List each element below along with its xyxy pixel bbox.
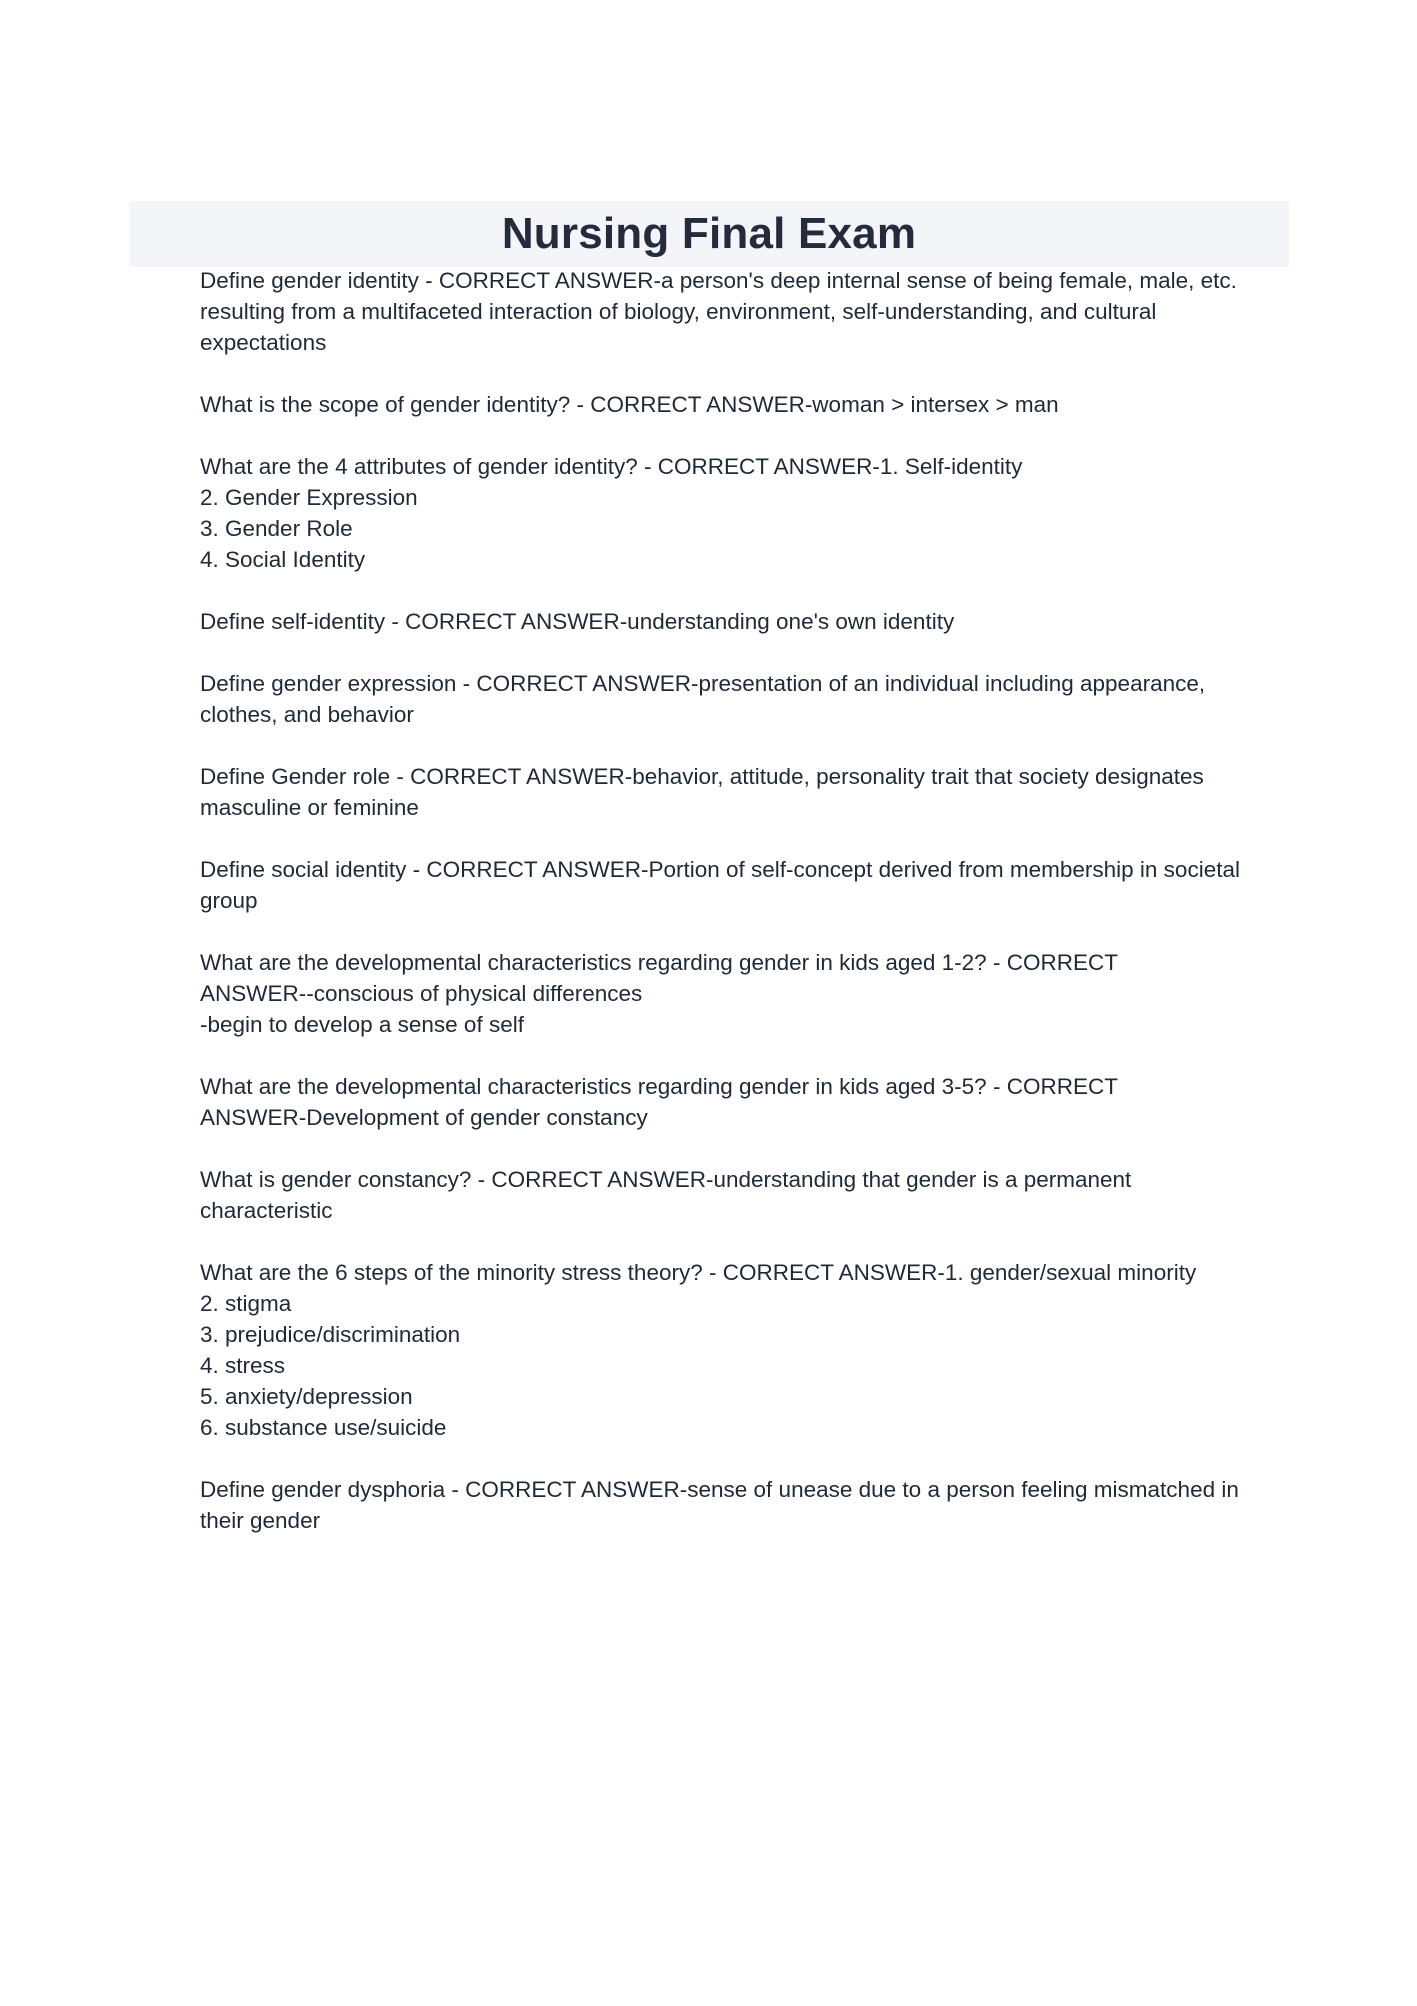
qa-line: Define gender expression - CORRECT ANSWER-presentation of an individual including appearance, <box>200 671 1206 696</box>
qa-line: 4. Social Identity <box>200 547 366 572</box>
qa-item-gender-expression <box>200 668 1300 730</box>
qa-item-gender-role <box>200 761 1300 823</box>
qa-line: Define gender identity - CORRECT ANSWER-a person's deep internal sense of being female, male, etc. <box>200 268 1237 293</box>
qa-line: Define Gender role - CORRECT ANSWER-behavior, attitude, personality trait that society designates <box>200 764 1204 789</box>
qa-line: What is the scope of gender identity? - CORRECT ANSWER-woman > intersex > man <box>200 392 1059 417</box>
qa-item-development-age-1-2 <box>200 947 1300 1040</box>
qa-item-minority-stress-theory <box>200 1257 1300 1443</box>
qa-item-self-identity <box>200 606 1300 637</box>
qa-line: clothes, and behavior <box>200 702 414 727</box>
qa-line: 2. stigma <box>200 1291 292 1316</box>
qa-line: Define gender dysphoria - CORRECT ANSWER-sense of unease due to a person feeling mismatched in <box>200 1477 1239 1502</box>
qa-item-scope-of-gender-identity <box>200 389 1300 420</box>
qa-line: resulting from a multifaceted interaction of biology, environment, self-understanding, and cultural <box>200 299 1157 324</box>
qa-line: 4. stress <box>200 1353 286 1378</box>
qa-line: masculine or feminine <box>200 795 419 820</box>
qa-item-social-identity <box>200 854 1300 916</box>
qa-list <box>200 265 1300 1567</box>
qa-line: 3. prejudice/discrimination <box>200 1322 461 1347</box>
qa-line: What are the developmental characteristics regarding gender in kids aged 1-2? - CORRECT <box>200 950 1118 975</box>
qa-line: ANSWER-Development of gender constancy <box>200 1105 648 1130</box>
qa-line: -begin to develop a sense of self <box>200 1012 524 1037</box>
qa-line: What are the 6 steps of the minority stress theory? - CORRECT ANSWER-1. gender/sexual minority <box>200 1260 1197 1285</box>
qa-item-attributes-of-gender-identity <box>200 451 1300 575</box>
qa-line: 2. Gender Expression <box>200 485 418 510</box>
qa-item-gender-constancy <box>200 1164 1300 1226</box>
document-title: Nursing Final Exam <box>501 209 917 258</box>
qa-line: ANSWER--conscious of physical differences <box>200 981 643 1006</box>
qa-line: What are the 4 attributes of gender identity? - CORRECT ANSWER-1. Self-identity <box>200 454 1023 479</box>
qa-line: characteristic <box>200 1198 333 1223</box>
qa-line: 3. Gender Role <box>200 516 353 541</box>
qa-line: expectations <box>200 330 327 355</box>
qa-line: What are the developmental characteristics regarding gender in kids aged 3-5? - CORRECT <box>200 1074 1118 1099</box>
qa-item-development-age-3-5 <box>200 1071 1300 1133</box>
qa-line: Define self-identity - CORRECT ANSWER-understanding one's own identity <box>200 609 955 634</box>
qa-line: 5. anxiety/depression <box>200 1384 413 1409</box>
qa-item-gender-dysphoria <box>200 1474 1300 1536</box>
qa-line: What is gender constancy? - CORRECT ANSWER-understanding that gender is a permanent <box>200 1167 1132 1192</box>
qa-line: group <box>200 888 258 913</box>
qa-line: Define social identity - CORRECT ANSWER-Portion of self-concept derived from membership in societal <box>200 857 1240 882</box>
qa-line: their gender <box>200 1508 321 1533</box>
title-band <box>129 201 1289 267</box>
qa-item-gender-identity <box>200 265 1300 358</box>
qa-line: 6. substance use/suicide <box>200 1415 447 1440</box>
